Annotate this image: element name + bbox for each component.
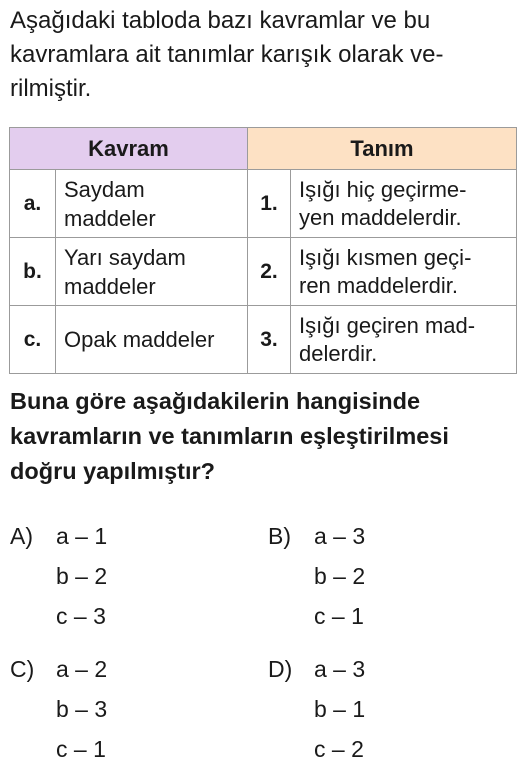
header-tanim: Tanım [248, 128, 517, 170]
match-pair: c – 2 [314, 736, 364, 762]
definition-text: Işığı hiç geçirme- [299, 176, 467, 202]
intro-line: kavramlara ait tanımlar karışık olarak ve- [10, 41, 444, 68]
option-pairs [314, 523, 434, 643]
question-line: kavramların ve tanımların eşleştirilmesi [10, 423, 449, 449]
definition-text: delerdir. [299, 340, 378, 366]
question-line: Buna göre aşağıdakilerin hangisinde [10, 388, 421, 414]
option-label: B) [268, 523, 291, 549]
option-pairs [314, 656, 434, 770]
term-text: maddeler [64, 273, 156, 299]
definition-text: Işığı kısmen geçi- [299, 244, 472, 270]
intro-line: Aşağıdaki tabloda bazı kavramlar ve bu [10, 7, 431, 34]
match-pair: c – 1 [56, 736, 106, 762]
match-pair: a – 3 [314, 656, 366, 682]
table-row [10, 306, 517, 374]
definition-text: ren maddelerdir. [299, 272, 458, 298]
intro-paragraph [10, 4, 518, 106]
match-pair: b – 1 [314, 696, 366, 722]
term-cell [56, 306, 248, 374]
row-letter: c. [10, 306, 56, 374]
row-number: 1. [248, 170, 291, 238]
row-number: 2. [248, 238, 291, 306]
definition-cell [291, 170, 517, 238]
term-text: Yarı saydam [64, 244, 186, 270]
row-number: 3. [248, 306, 291, 374]
match-pair: b – 2 [56, 563, 108, 589]
match-pair: c – 3 [56, 603, 106, 629]
question-text [10, 384, 520, 489]
term-text: Opak maddeler [64, 327, 215, 352]
definition-text: Işığı geçiren mad- [299, 312, 476, 338]
match-pair: c – 1 [314, 603, 364, 629]
option-pairs [56, 656, 176, 770]
match-pair: a – 3 [314, 523, 366, 549]
term-text: maddeler [64, 205, 156, 231]
option-label: C) [10, 656, 35, 682]
row-letter: b. [10, 238, 56, 306]
definition-cell [291, 306, 517, 374]
term-text: Saydam [64, 176, 145, 202]
match-pair: a – 1 [56, 523, 108, 549]
header-kavram: Kavram [10, 128, 248, 170]
concept-definition-table [9, 127, 517, 374]
table-row [10, 238, 517, 306]
option-label: D) [268, 656, 293, 682]
match-pair: b – 3 [56, 696, 108, 722]
term-cell [56, 170, 248, 238]
table-row [10, 170, 517, 238]
intro-line: rilmiştir. [10, 75, 92, 102]
option-pairs [56, 523, 176, 643]
definition-cell [291, 238, 517, 306]
match-pair: a – 2 [56, 656, 108, 682]
row-letter: a. [10, 170, 56, 238]
term-cell [56, 238, 248, 306]
question-line: doğru yapılmıştır? [10, 458, 215, 484]
match-pair: b – 2 [314, 563, 366, 589]
option-label: A) [10, 523, 33, 549]
definition-text: yen maddelerdir. [299, 204, 462, 230]
